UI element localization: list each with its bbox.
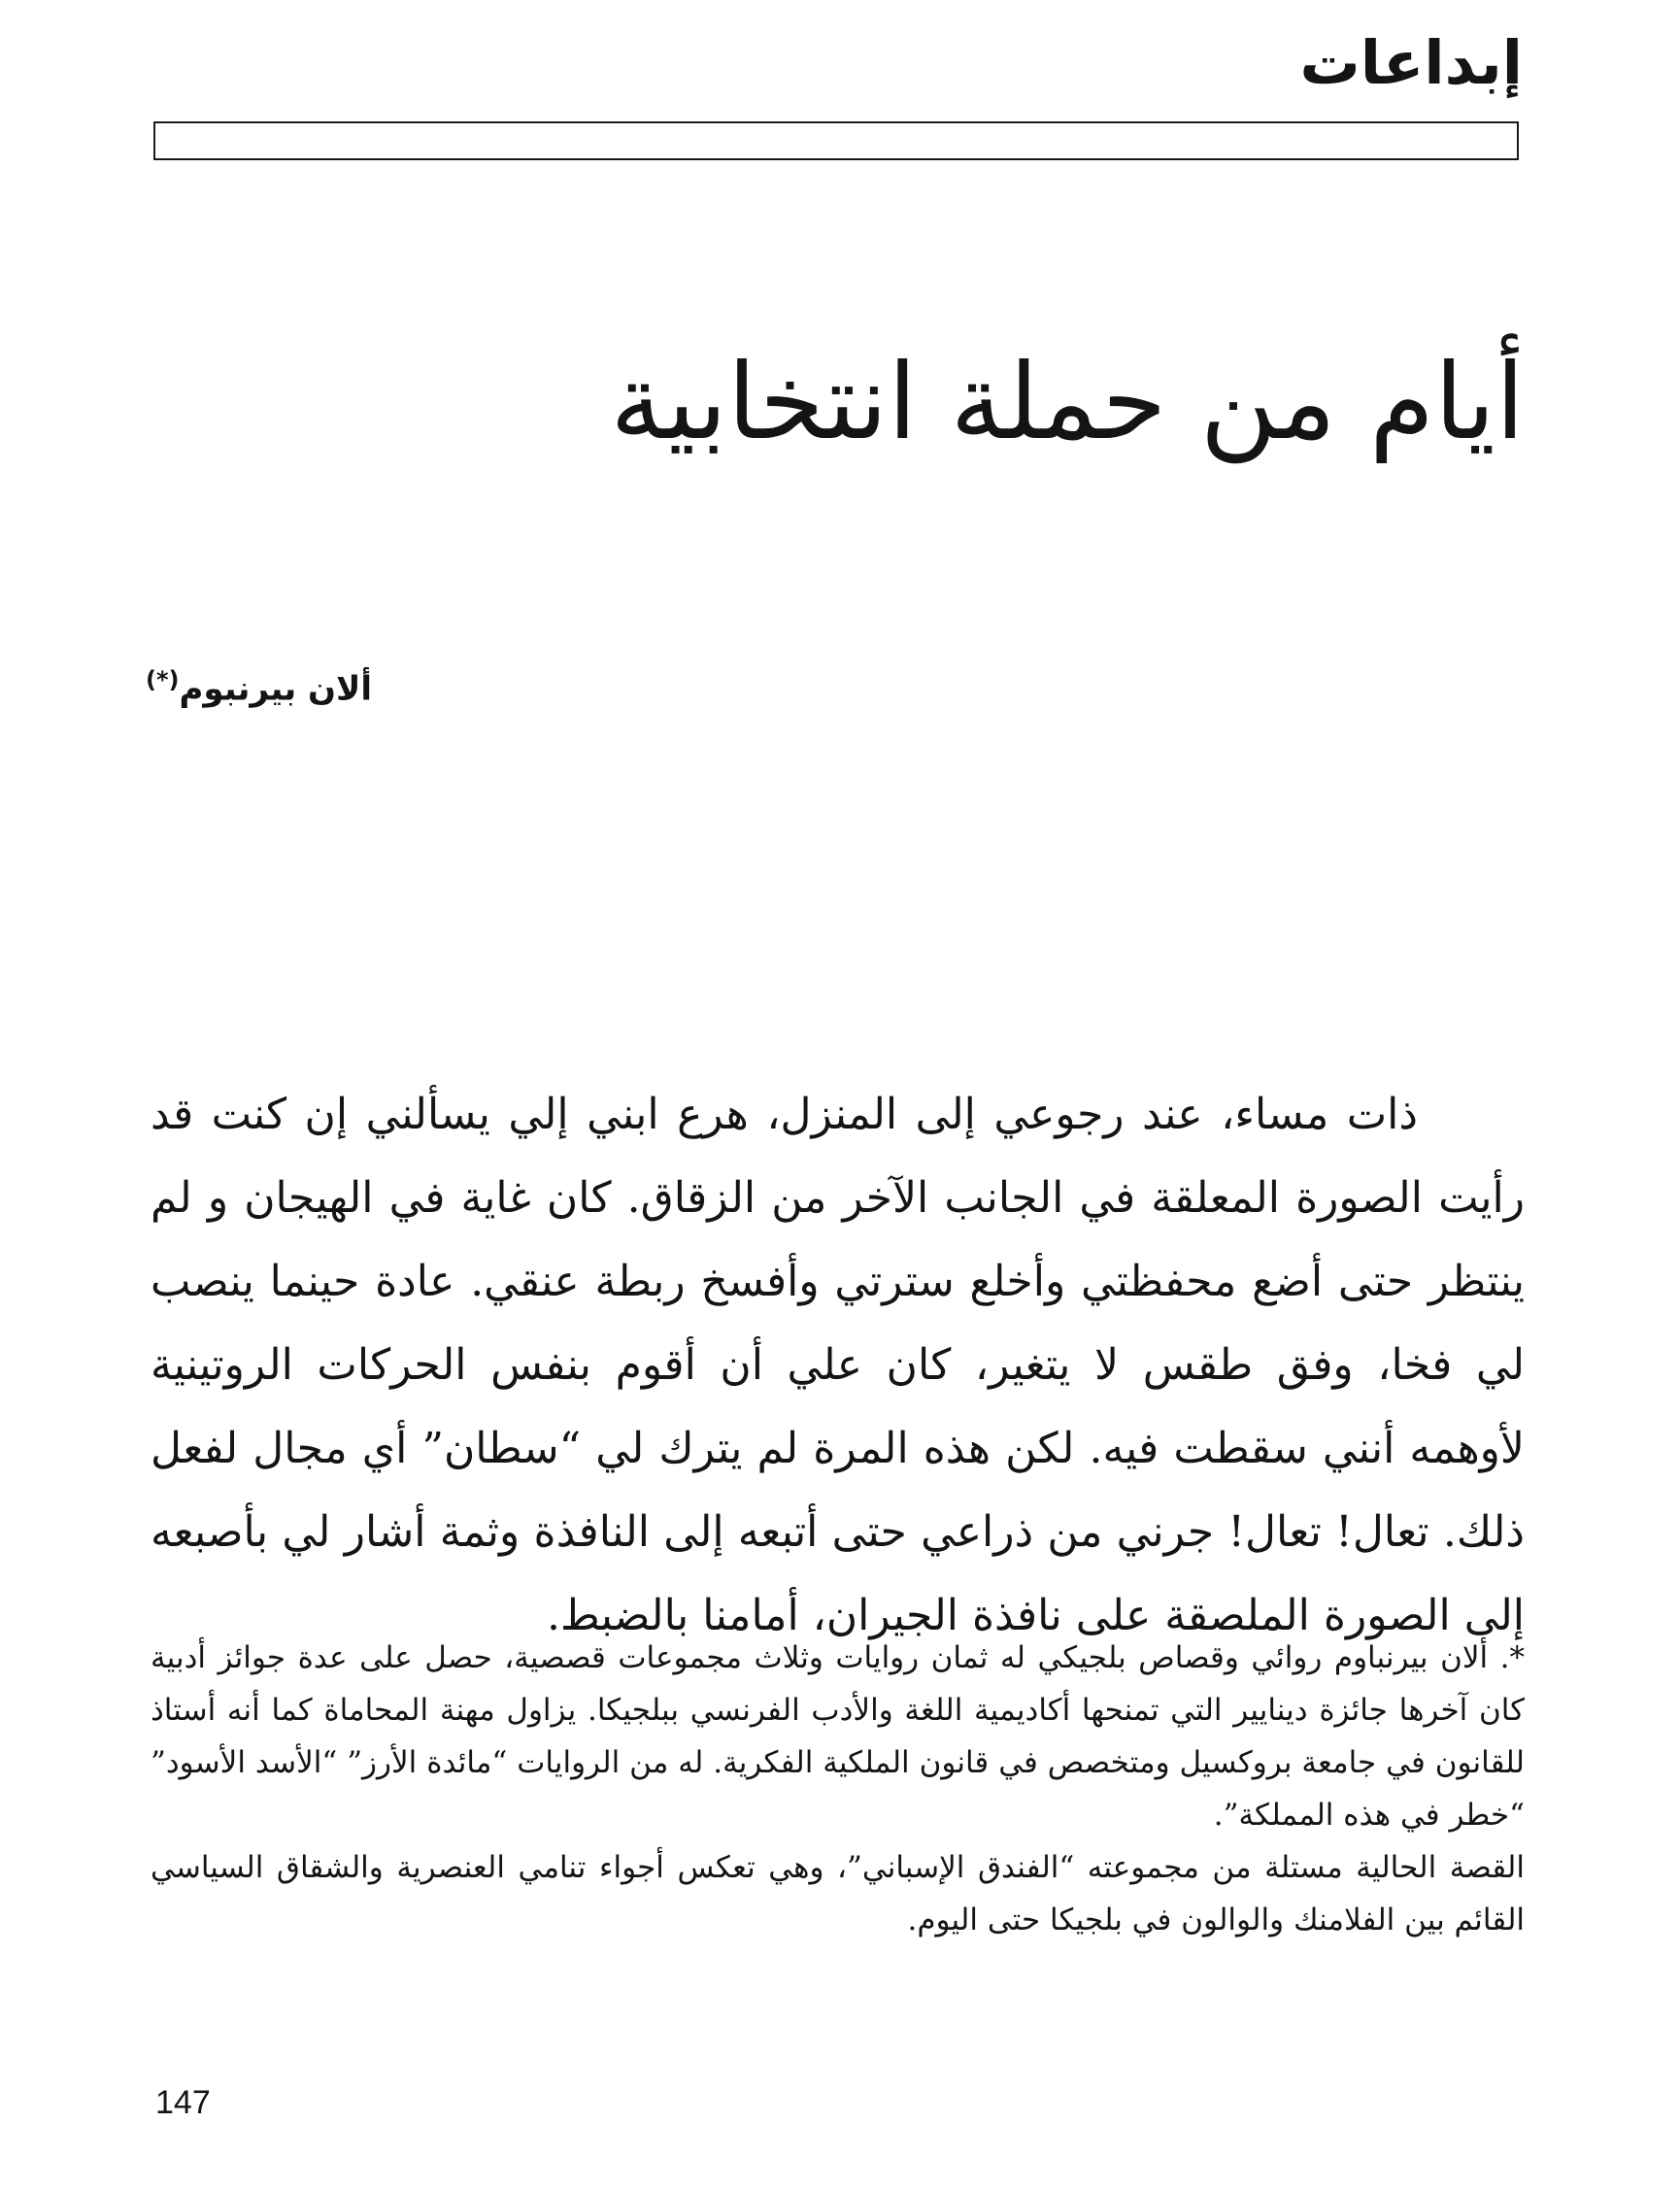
footnotes — [151, 1632, 1525, 1946]
story-title: أيام من حملة انتخابية — [610, 342, 1525, 463]
section-label: إبداعات — [1299, 27, 1523, 98]
page-number: 147 — [155, 2084, 211, 2121]
story-body-paragraph: ذات مساء، عند رجوعي إلى المنزل، هرع ابني إلي يسألني إن كنت قد رأيت الصورة المعلقة في الجانب الآخر من الزقاق. كان غاية في الهيجان و لم ينتظر حتى أضع محفظتي وأخلع سترتي وأفسخ ربطة عنقي. عادة حينما ينصب لي فخا، وفق طقس لا يتغير، كان علي أن أقوم بنفس الحركات الروتينية لأوهمه أنني سقطت فيه. لكن هذه المرة لم يترك لي “سطان” أي مجال لفعل ذلك. تعال! تعال! جرني من ذراعي حتى أتبعه إلى النافذة وثمة أشار لي بأصبعه إلى الصورة الملصقة على نافذة الجيران، أمامنا بالضبط. — [151, 1090, 1525, 1640]
footnote-story-source: القصة الحالية مستلة من مجموعته “الفندق الإسباني”، وهي تعكس أجواء تنامي العنصرية والشقاق السياسي القائم بين الفلامنك والوالون في بلجيكا حتى اليوم. — [151, 1850, 1525, 1937]
footnote-author-bio: *. ألان بيرنباوم روائي وقصاص بلجيكي له ثمان روايات وثلاث مجموعات قصصية، حصل على عدة جوائز أدبية كان آخرها جائزة دينايير التي تمنحها أكاديمية اللغة والأدب الفرنسي ببلجيكا. يزاول مهنة المحاماة كما أنه أستاذ للقانون في جامعة بروكسيل ومتخصص في قانون الملكية الفكرية. له من الروايات “مائدة الأرز” “الأسد الأسود” “خطر في هذه المملكة”. — [151, 1640, 1525, 1833]
author-line — [146, 665, 372, 711]
author-name: ألان بيرنبوم — [179, 669, 373, 709]
header-rule-box — [153, 121, 1519, 160]
author-footnote-marker: (*) — [146, 666, 180, 693]
